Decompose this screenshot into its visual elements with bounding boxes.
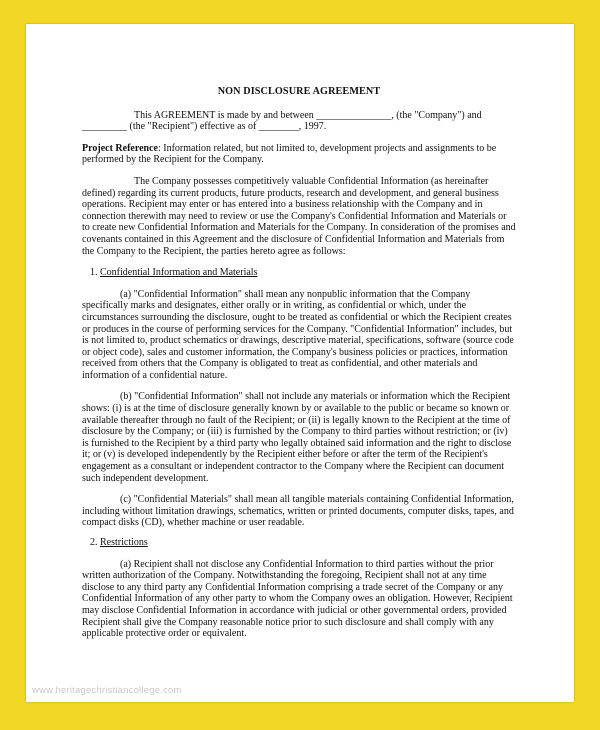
section-2-number: 2. bbox=[90, 537, 98, 548]
document-page bbox=[26, 24, 574, 702]
intro-paragraph: This AGREEMENT is made by and between _______________, (the "Company") and _________ (the "Recipient") effective as of ________, 1997. bbox=[82, 109, 482, 133]
section-2-heading bbox=[90, 537, 516, 549]
project-reference-label: Project Reference bbox=[82, 142, 158, 154]
project-reference-paragraph bbox=[82, 143, 516, 166]
section-1-number: 1. bbox=[90, 267, 98, 279]
section-2a-paragraph: (a) Recipient shall not disclose any Confidential Information to third parties without the prior written authorization of the Company. Notwithstanding the foregoing, Recipient shall not at any time disclose to any third party any Confidential Information comprising a trade secret of the Company or any Confidential Information of any other party to whom the Company owes an obligation. However, Recipient may disclose Confidential Information in accordance with judicial or other governmental orders, provided Recipient shall give the Company reasonable notice prior to such disclosure and shall comply with any applicable protective order or equivalent. bbox=[82, 558, 513, 640]
section-2-title: Restrictions bbox=[100, 537, 148, 548]
section-1c-paragraph: (c) "Confidential Materials" shall mean all tangible materials containing Confidential Information, including without limitation drawings, schematics, written or printed documents, computer disks, tapes, and compact disks (CD), whether machine or user readable. bbox=[82, 494, 514, 529]
document-body bbox=[82, 86, 516, 640]
recital-paragraph: The Company possesses competitively valuable Confidential Information (as hereinafter defined) regarding its current products, future products, research and development, and general business operations. Recipient may enter or has entered into a business relationship with the Company and in connection therewith may need to review or use the Company's Confidential Information and Materials or to create new Confidential Information and Materials for the Company. In consideration of the promises and covenants contained in this Agreement and the disclosure of Confidential Information and Materials from the Company to the Recipient, the parties hereto agree as follows: bbox=[82, 175, 516, 257]
section-1-title: Confidential Information and Materials bbox=[100, 267, 258, 279]
watermark: www.heritagechristiancollege.com bbox=[32, 685, 182, 696]
project-reference-text: : Information related, but not limited to, development projects and assignments to be performed by the Recipient for the Company. bbox=[82, 142, 497, 166]
section-1-heading bbox=[90, 267, 516, 279]
section-1a-paragraph: (a) "Confidential Information" shall mean any nonpublic information that the Company specifically marks and designates, either orally or in writing, as confidential or which, under the circumstances surrounding the disclosure, ought to be treated as confidential or which the Recipient creates or produces in the course of performing services for the Company. "Confidential Information" includes, but is not limited to, product schematics or drawings, descriptive material, specifications, software (source code or object code), sales and customer information, the Company's business policies or practices, information received from others that the Company is obligated to treat as confidential, and other materials and information of a confidential nature. bbox=[82, 288, 514, 381]
document-title: NON DISCLOSURE AGREEMENT bbox=[217, 86, 381, 97]
section-1b-paragraph: (b) "Confidential Information" shall not include any materials or information which the Recipient shows: (i) is at the time of disclosure generally known by or available to the public or became so known or available thereafter through no fault of the Recipient; or (ii) is legally known to the Recipient at the time of disclosure by the Company; or (iii) is furnished by the Company to third parties without restriction; or (iv) is furnished to the Recipient by a third party who legally obtained said information and the right to disclose it; or (v) is developed independently by the Recipient either before or after the term of the Recipient's engagement as a consultant or independent contractor to the Company where the Recipient can document such independent development. bbox=[82, 391, 512, 484]
